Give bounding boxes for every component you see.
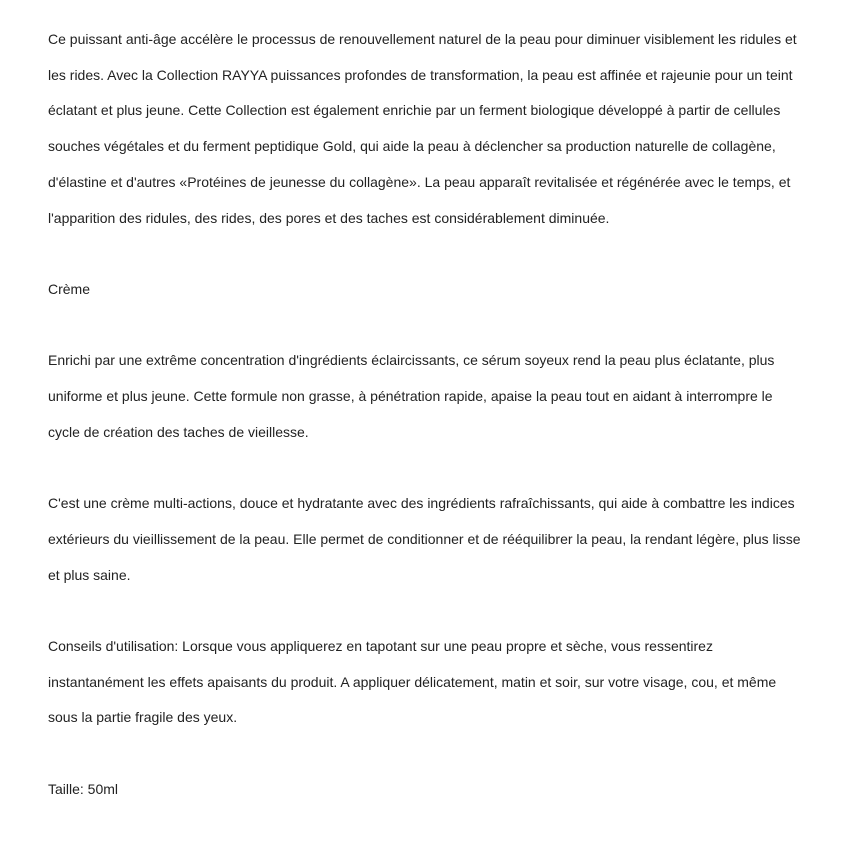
paragraph-spacer <box>48 450 808 486</box>
paragraph-spacer <box>48 308 808 344</box>
product-description <box>48 22 808 807</box>
cream-paragraph: C'est une crème multi-actions, douce et hydratante avec des ingrédients rafraîchissants, qui aide à combattre les indices extérieurs du vieillissement de la peau. Elle permet de conditionner et de rééquilibrer la peau, la rendant légère, plus lisse et plus saine. <box>48 495 801 583</box>
size-label: Taille: 50ml <box>48 780 119 797</box>
intro-paragraph: Ce puissant anti-âge accélère le processus de renouvellement naturel de la peau pour diminuer visiblement les ridules et les rides. Avec la Collection RAYYA puissances profondes de transformation, la peau est affinée et rajeunie pour un teint éclatant et plus jeune. Cette Collection est également enrichie par un ferment biologique développé à partir de cellules souches végétales et du ferment peptidique Gold, qui aide la peau à déclencher sa production naturelle de collagène, d'élastine et d'autres «Protéines de jeunesse du collagène». La peau apparaît revitalisée et régénérée avec le temps, et l'apparition des ridules, des rides, des pores et des taches est considérablement diminuée. <box>48 31 797 226</box>
serum-paragraph: Enrichi par une extrême concentration d'ingrédients éclaircissants, ce sérum soyeux rend la peau plus éclatante, plus uniforme et plus jeune. Cette formule non grasse, à pénétration rapide, apaise la peau tout en aidant à interrompre le cycle de création des taches de vieillesse. <box>48 352 775 440</box>
paragraph-spacer <box>48 593 808 629</box>
paragraph-spacer <box>48 236 808 272</box>
paragraph-spacer <box>48 736 808 772</box>
usage-paragraph: Conseils d'utilisation: Lorsque vous appliquerez en tapotant sur une peau propre et sèche, vous ressentirez instantanément les effets apaisants du produit. A appliquer délicatement, matin et soir, sur votre visage, cou, et même sous la partie fragile des yeux. <box>48 637 777 726</box>
section-title: Crème <box>48 280 91 297</box>
